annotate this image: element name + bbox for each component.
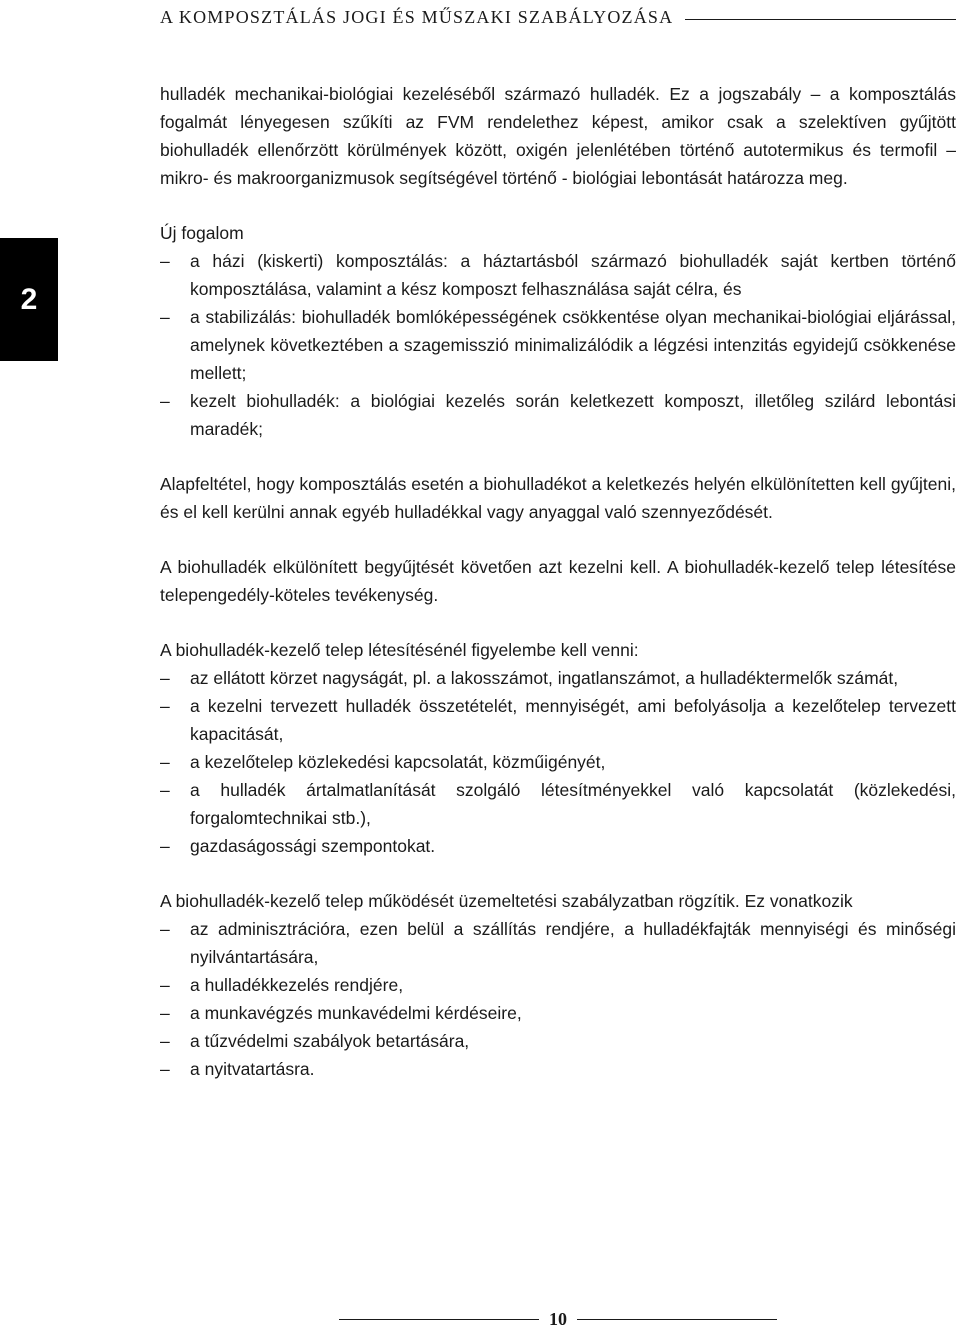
plant-consider-section: [160, 636, 956, 860]
list-dash: –: [160, 307, 170, 327]
basic-condition-paragraph: Alapfeltétel, hogy komposztálás esetén a biohulladékot a keletkezés helyén elkülönítetten kell gyűjteni, és el kell kerülni annak egyéb hulladékkal vagy anyaggal való szennyeződését.: [160, 474, 956, 522]
list-item-text: a kezelőtelep közlekedési kapcsolatát, közműigényét,: [190, 752, 606, 772]
list-item: [160, 387, 956, 443]
list-item: [160, 971, 956, 999]
list-item: [160, 303, 956, 387]
list-item-text: gazdaságossági szempontokat.: [190, 836, 436, 856]
list-dash: –: [160, 1031, 170, 1051]
page-body: [160, 80, 956, 1083]
list-item: [160, 1055, 956, 1083]
separate-collection-section: [160, 553, 956, 609]
new-concept-title: Új fogalom: [160, 223, 244, 243]
list-dash: –: [160, 752, 170, 772]
operation-list: [160, 915, 956, 1083]
chapter-title: A KOMPOSZTÁLÁS JOGI ÉS MŰSZAKI SZABÁLYOZÁSA: [160, 6, 674, 27]
list-dash: –: [160, 1003, 170, 1023]
list-item: [160, 832, 956, 860]
operation-section: [160, 887, 956, 1083]
running-header: [160, 4, 956, 30]
new-concept-section: [160, 219, 956, 443]
list-item-text: a hulladék ártalmatlanítását szolgáló létesítményekkel való kapcsolatát (közlekedési, forgalomtechnikai stb.),: [190, 780, 956, 828]
list-item-text: a hulladékkezelés rendjére,: [190, 975, 404, 995]
plant-consider-title: A biohulladék-kezelő telep létesítésénél figyelembe kell venni:: [160, 640, 639, 660]
list-dash: –: [160, 919, 170, 939]
list-item-text: a stabilizálás: biohulladék bomlóképességének csökkentése olyan mechanikai-biológiai eljárással, amelynek következtében a szagemisszió minimalizálódik a légzési intenzitás egyidejű csökkenése mellett;: [190, 307, 956, 383]
list-item: [160, 915, 956, 971]
page-footer: [160, 1307, 956, 1331]
list-item-text: a nyitvatartásra.: [190, 1059, 315, 1079]
list-dash: –: [160, 668, 170, 688]
list-dash: –: [160, 696, 170, 716]
footer-rule-left: [339, 1319, 539, 1320]
intro-paragraph: hulladék mechanikai-biológiai kezeléséből származó hulladék. Ez a jogszabály – a komposztálás fogalmát lényegesen szűkíti az FVM rendelethez képest, amikor csak a szelektíven gyűjtött biohulladék ellenőrzött körülmények között, oxigén jelenlétében történő autotermikus és termofil – mikro- és makroorganizmusok segítségével történő - biológiai lebontását határozza meg.: [160, 84, 956, 188]
list-item: [160, 748, 956, 776]
list-item: [160, 692, 956, 748]
list-item-text: a tűzvédelmi szabályok betartására,: [190, 1031, 470, 1051]
list-item-text: az ellátott körzet nagyságát, pl. a lakosszámot, ingatlanszámot, a hulladéktermelők számát,: [190, 668, 899, 688]
list-item-text: kezelt biohulladék: a biológiai kezelés során keletkezett komposzt, illetőleg szilárd lebontási maradék;: [190, 391, 956, 439]
list-item: [160, 247, 956, 303]
list-item: [160, 999, 956, 1027]
page-number: 10: [549, 1308, 567, 1329]
list-dash: –: [160, 391, 170, 411]
list-item: [160, 776, 956, 832]
chapter-tab: [0, 238, 58, 361]
list-dash: –: [160, 975, 170, 995]
list-dash: –: [160, 780, 170, 800]
list-dash: –: [160, 836, 170, 856]
footer-rule-right: [577, 1319, 777, 1320]
list-item: [160, 1027, 956, 1055]
list-item-text: a kezelni tervezett hulladék összetételét, mennyiségét, ami befolyásolja a kezelőtelep tervezett kapacitását,: [190, 696, 956, 744]
header-rule: [685, 19, 956, 20]
list-item: [160, 664, 956, 692]
new-concept-list: [160, 247, 956, 443]
list-item-text: a házi (kiskerti) komposztálás: a háztartásból származó biohulladék saját kertben történő komposztálása, valamint a kész komposzt felhasználása saját célra, és: [190, 251, 956, 299]
operation-title: A biohulladék-kezelő telep működését üzemeltetési szabályzatban rögzítik. Ez vonatkozik: [160, 891, 853, 911]
list-item-text: a munkavégzés munkavédelmi kérdéseire,: [190, 1003, 522, 1023]
separate-collection-paragraph: A biohulladék elkülönített begyűjtését követően azt kezelni kell. A biohulladék-kezelő telep létesítése telepengedély-köteles tevékenység.: [160, 557, 956, 605]
basic-condition-section: [160, 470, 956, 526]
list-dash: –: [160, 1059, 170, 1079]
plant-consider-list: [160, 664, 956, 860]
list-dash: –: [160, 251, 170, 271]
list-item-text: az adminisztrációra, ezen belül a szállítás rendjére, a hulladékfajták mennyiségi és minőségi nyilvántartására,: [190, 919, 956, 967]
chapter-number: 2: [20, 282, 38, 316]
